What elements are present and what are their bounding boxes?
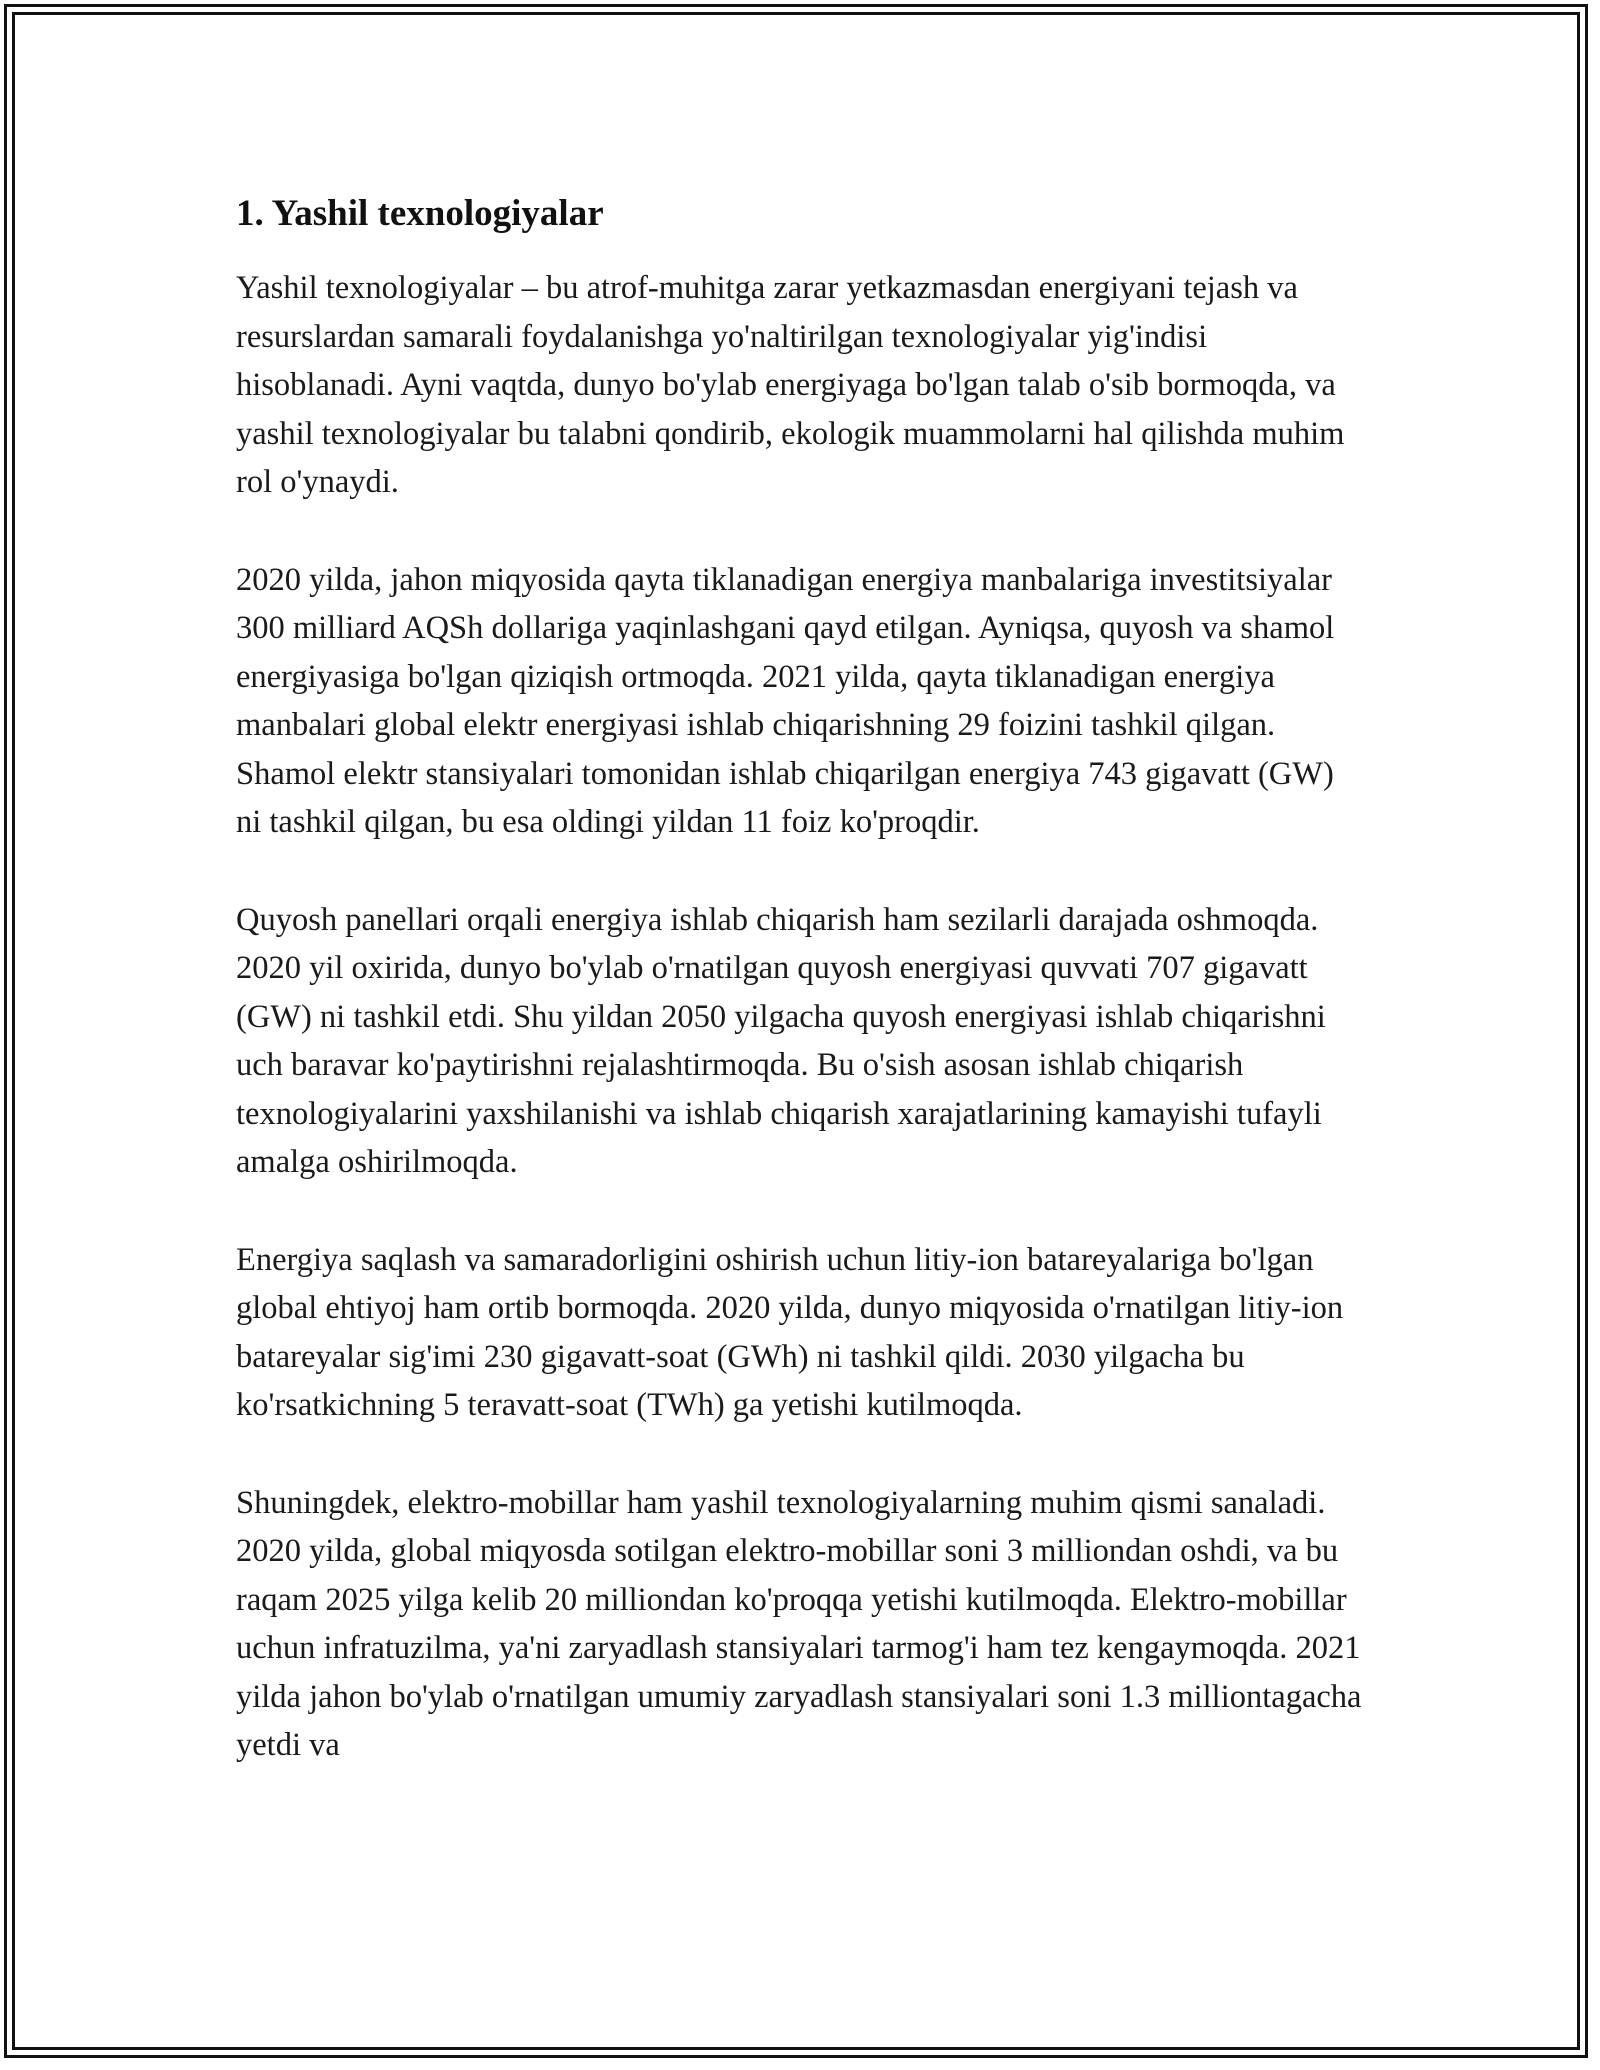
paragraph-intro: Yashil texnologiyalar – bu atrof-muhitga zarar yetkazmasdan energiyani tejash va resurslardan samarali foydalanishga yo'naltirilgan texnologiyalar yig'indisi hisoblanadi. Ayni vaqtda, dunyo bo'ylab energiyaga bo'lgan talab o'sib bormoqda, va yashil texnologiyalar bu talabni qondirib, ekologik muammolarni hal qilishda muhim rol o'ynaydi.: [236, 270, 1345, 500]
paragraph-solar: Quyosh panellari orqali energiya ishlab chiqarish ham sezilarli darajada oshmoqda. 2020 yil oxirida, dunyo bo'ylab o'rnatilgan quyosh energiyasi quvvati 707 gigavatt (GW) ni tashkil etdi. Shu yildan 2050 yilgacha quyosh energiyasi ishlab chiqarishni uch baravar ko'paytirishni rejalashtirmoqda. Bu o'sish asosan ishlab chiqarish texnologiyalarini yaxshilanishi va ishlab chiqarish xarajatlarining kamayishi tufayli amalga oshirilmoqda.: [236, 901, 1326, 1180]
paragraph-batteries: Energiya saqlash va samaradorligini oshirish uchun litiy-ion batareyalariga bo'lgan global ehtiyoj ham ortib bormoqda. 2020 yilda, dunyo miqyosida o'rnatilgan litiy-ion batareyalar sig'imi 230 gigavatt-soat (GWh) ni tashkil qildi. 2030 yilgacha bu ko'rsatkichning 5 teravatt-soat (TWh) ga yetishi kutilmoqda.: [236, 1241, 1344, 1423]
paragraph-investments: 2020 yilda, jahon miqyosida qayta tiklanadigan energiya manbalariga investitsiyalar 300 milliard AQSh dollariga yaqinlashgani qayd etilgan. Ayniqsa, quyosh va shamol energiyasiga bo'lgan qiziqish ortmoqda. 2021 yilda, qayta tiklanadigan energiya manbalari global elektr energiyasi ishlab chiqarishning 29 foizini tashkil qilgan. Shamol elektr stansiyalari tomonidan ishlab chiqarilgan energiya 743 gigavatt (GW) ni tashkil qilgan, bu esa oldingi yildan 11 foiz ko'proqdir.: [236, 561, 1335, 840]
document-body: [236, 188, 1366, 1819]
section-heading: 1. Yashil texnologiyalar: [236, 193, 604, 234]
paragraph-electric-vehicles: Shuningdek, elektro-mobillar ham yashil texnologiyalarning muhim qismi sanaladi. 2020 yilda, global miqyosda sotilgan elektro-mobillar soni 3 milliondan oshdi, va bu raqam 2025 yilga kelib 20 milliondan ko'proqqa yetishi kutilmoqda. Elektro-mobillar uchun infratuzilma, ya'ni zaryadlash stansiyalari tarmog'i ham tez kengaymoqda. 2021 yilda jahon bo'ylab o'rnatilgan umumiy zaryadlash stansiyalari soni 1.3 milliontagacha yetdi va: [236, 1484, 1362, 1763]
